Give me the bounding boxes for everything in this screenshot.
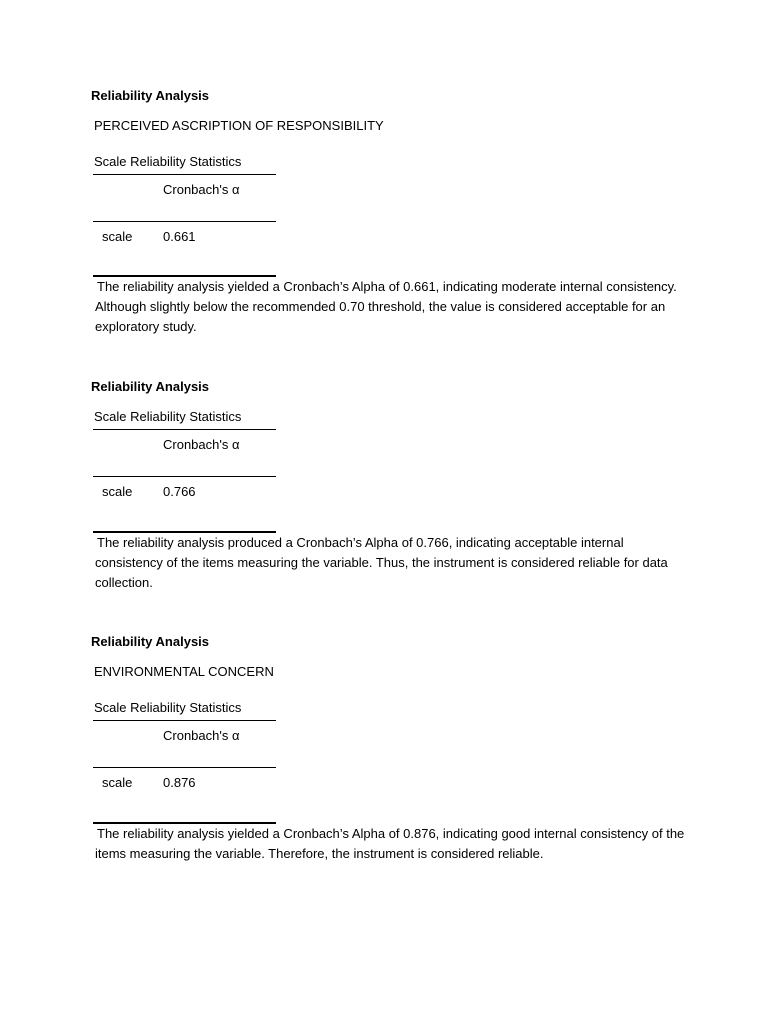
cronbach-alpha-value: 0.766 <box>163 484 196 499</box>
scale-reliability-table <box>93 700 276 824</box>
table-top-rule <box>93 429 276 430</box>
row-label: scale <box>102 775 133 790</box>
section-heading: Reliability Analysis <box>91 379 210 394</box>
table-top-rule <box>93 720 276 721</box>
interpretation-paragraph: The reliability analysis produced a Cronbach’s Alpha of 0.766, indicating acceptable internal consistency of the items measuring the variable. Thus, the instrument is considered reliable for data collection. <box>95 535 668 590</box>
section-heading: Reliability Analysis <box>91 88 210 103</box>
table-caption: Scale Reliability Statistics <box>94 154 242 169</box>
table-header-rule <box>93 476 276 477</box>
scale-reliability-table <box>93 409 276 533</box>
column-header-cronbach-alpha: Cronbach's α <box>163 182 240 197</box>
variable-name: ENVIRONMENTAL CONCERN <box>94 664 274 679</box>
table-header-rule <box>93 221 276 222</box>
row-label: scale <box>102 229 133 244</box>
row-label: scale <box>102 484 133 499</box>
interpretation-paragraph: The reliability analysis yielded a Cronbach’s Alpha of 0.661, indicating moderate internal consistency. Although slightly below the recommended 0.70 threshold, the value is considered acceptable for an exploratory study. <box>95 279 677 334</box>
table-caption: Scale Reliability Statistics <box>94 409 242 424</box>
table-caption: Scale Reliability Statistics <box>94 700 242 715</box>
cronbach-alpha-value: 0.661 <box>163 229 196 244</box>
table-header-rule <box>93 767 276 768</box>
column-header-cronbach-alpha: Cronbach's α <box>163 437 240 452</box>
column-header-cronbach-alpha: Cronbach's α <box>163 728 240 743</box>
interpretation-paragraph: The reliability analysis yielded a Cronbach’s Alpha of 0.876, indicating good internal consistency of the items measuring the variable. Therefore, the instrument is considered reliable. <box>95 826 685 861</box>
variable-name: PERCEIVED ASCRIPTION OF RESPONSIBILITY <box>94 118 384 133</box>
scale-reliability-table <box>93 154 276 278</box>
cronbach-alpha-value: 0.876 <box>163 775 196 790</box>
section-heading: Reliability Analysis <box>91 634 210 649</box>
table-top-rule <box>93 174 276 175</box>
